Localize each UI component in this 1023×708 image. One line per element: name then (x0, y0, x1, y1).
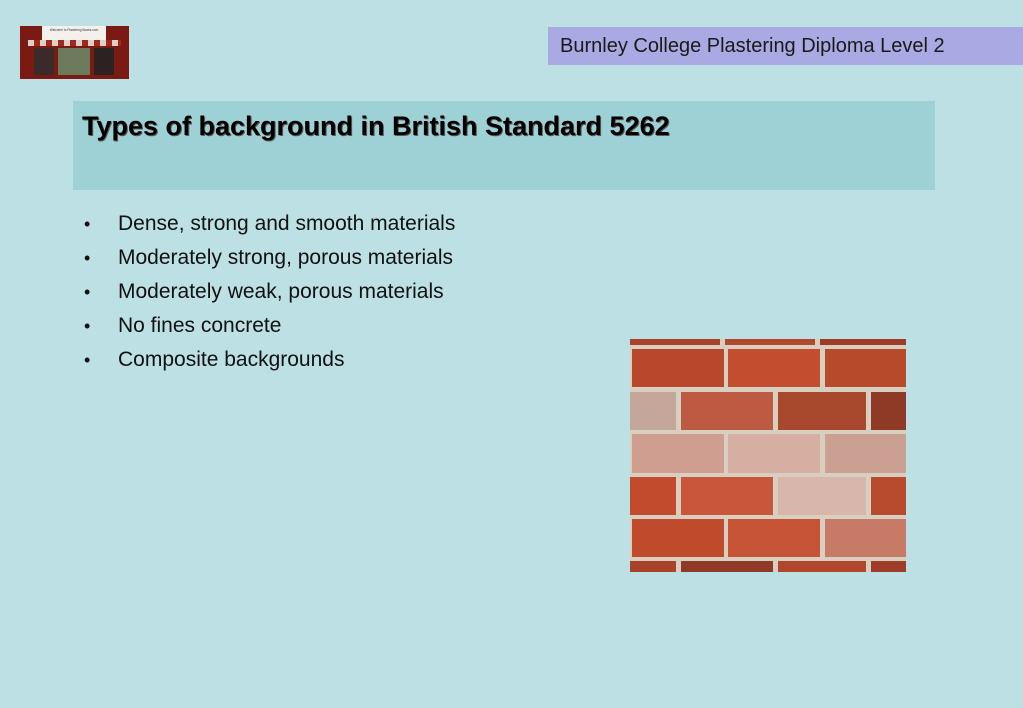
bullet-dot: • (84, 214, 91, 234)
logo-window (34, 48, 54, 75)
bullet-list (84, 207, 455, 377)
logo-sign: Welcome to Plastering Books.com (42, 26, 106, 40)
bullet-item (84, 241, 455, 275)
bullet-item (84, 309, 455, 343)
logo-awning (28, 40, 121, 46)
brick-rows (630, 339, 906, 572)
bullet-dot: • (84, 350, 91, 370)
slide-title-box (73, 101, 935, 190)
brick-wall-photo (630, 339, 906, 572)
bullet-text: Moderately weak, porous materials (118, 280, 444, 303)
bullet-dot: • (84, 282, 91, 302)
slide-title: Types of background in British Standard 5262 (82, 111, 670, 141)
bullet-text: No fines concrete (118, 314, 282, 337)
shop-logo-image (20, 26, 129, 79)
bullet-item (84, 207, 455, 241)
bullet-item (84, 343, 455, 377)
bullet-dot: • (84, 248, 91, 268)
bullet-text: Moderately strong, porous materials (118, 246, 453, 269)
bullet-dot: • (84, 316, 91, 336)
bullet-text: Composite backgrounds (118, 348, 345, 371)
bullet-item (84, 275, 455, 309)
course-title-banner: Burnley College Plastering Diploma Level 2 (548, 27, 1023, 65)
logo-window (58, 48, 90, 75)
bullet-text: Dense, strong and smooth materials (118, 212, 456, 235)
logo-window (94, 48, 114, 75)
